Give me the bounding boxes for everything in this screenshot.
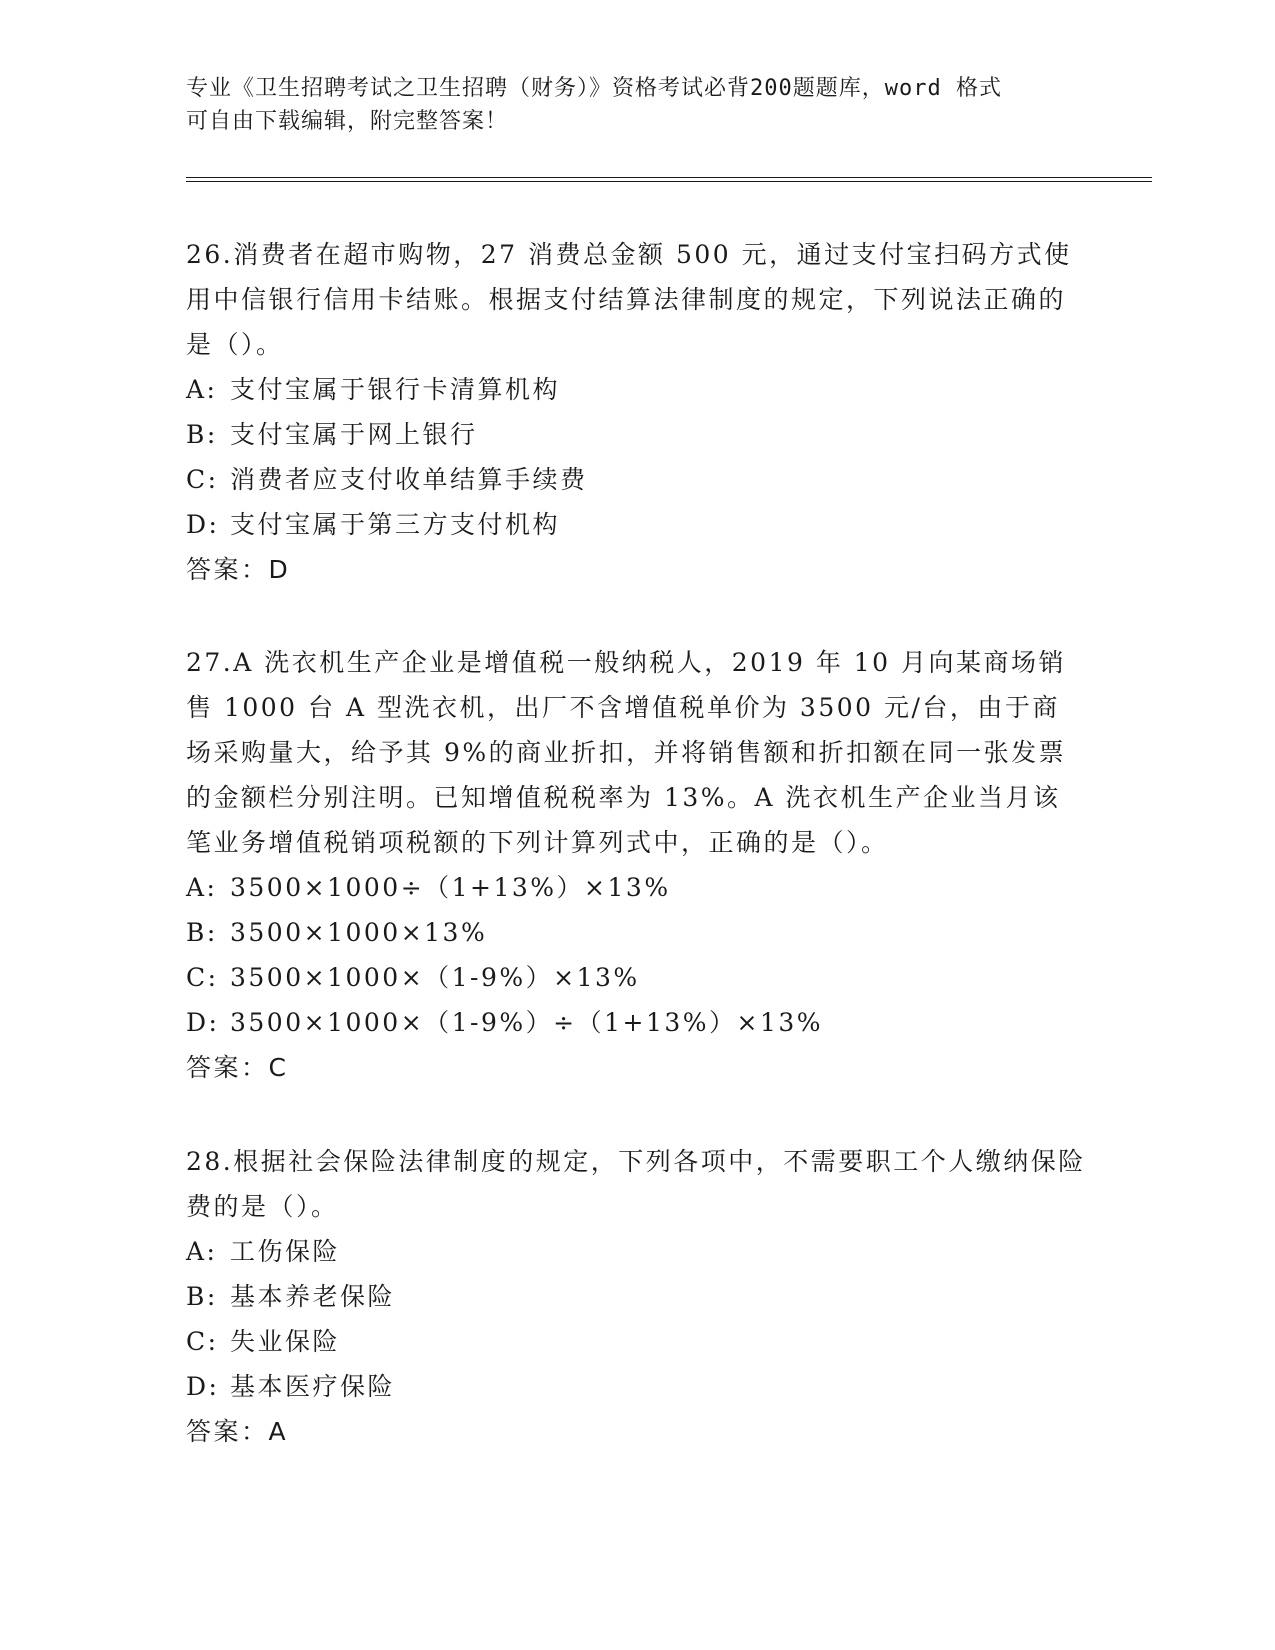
option-key: A:: [186, 1237, 218, 1266]
question-stem: 28.根据社会保险法律制度的规定，下列各项中，不需要职工个人缴纳保险费的是（）。: [186, 1147, 1086, 1221]
option-c: [186, 457, 1086, 502]
question-stem: 26.消费者在超市购物，27 消费总金额 500 元，通过支付宝扫码方式使用中信银行信用卡结账。根据支付结算法律制度的规定，下列说法正确的是（）。: [186, 240, 1072, 359]
option-text: 消费者应支付收单结算手续费: [230, 465, 588, 494]
option-a: [186, 865, 1086, 910]
option-key: D:: [186, 1008, 220, 1037]
question-27: [186, 640, 1086, 1090]
option-a: [186, 367, 1086, 412]
question-26: [186, 232, 1086, 592]
option-c: [186, 1319, 1086, 1364]
option-text: 支付宝属于第三方支付机构: [230, 510, 561, 539]
option-d: [186, 1000, 1086, 1045]
option-key: C:: [186, 963, 219, 992]
option-list: [186, 367, 1086, 547]
option-b: [186, 1274, 1086, 1319]
option-text: 基本医疗保险: [230, 1372, 396, 1401]
option-text: 3500×1000×（1-9%）÷（1+13%）×13%: [230, 1008, 824, 1037]
option-text: 3500×1000÷（1+13%）×13%: [230, 873, 671, 902]
document-header: [186, 72, 1066, 138]
option-key: A:: [186, 375, 218, 404]
question-stem: 27.A 洗衣机生产企业是增值税一般纳税人，2019 年 10 月向某商场销售 1000 台 A 型洗衣机，出厂不含增值税单价为 3500 元/台，由于商场采购量大，给予其 9%的商业折扣，并将销售额和折扣额在同一张发票的金额栏分别注明。已知增值税税率为 13%。A 洗衣机生产企业当月该笔业务增值税销项税额的下列计算列式中，正确的是（）。: [186, 648, 1067, 857]
option-text: 工伤保险: [230, 1237, 341, 1266]
option-text: 3500×1000×（1-9%）×13%: [230, 963, 640, 992]
option-text: 基本养老保险: [230, 1282, 396, 1311]
option-a: [186, 1229, 1086, 1274]
question-28: [186, 1139, 1086, 1454]
option-text: 支付宝属于网上银行: [230, 420, 478, 449]
option-key: C:: [186, 465, 219, 494]
option-text: 失业保险: [230, 1327, 341, 1356]
option-key: D:: [186, 1372, 220, 1401]
option-text: 3500×1000×13%: [230, 918, 488, 947]
answer-line: 答案：A: [186, 1417, 289, 1446]
option-list: [186, 1229, 1086, 1409]
option-key: C:: [186, 1327, 219, 1356]
option-list: [186, 865, 1086, 1045]
option-key: B:: [186, 918, 218, 947]
option-key: B:: [186, 420, 218, 449]
option-d: [186, 502, 1086, 547]
answer-line: 答案：C: [186, 1053, 289, 1082]
header-line-2: 可自由下载编辑，附完整答案！: [186, 109, 509, 134]
header-line-1: 专业《卫生招聘考试之卫生招聘（财务）》资格考试必背200题题库，word 格式: [186, 76, 1002, 101]
option-key: A:: [186, 873, 218, 902]
option-d: [186, 1364, 1086, 1409]
header-divider: [186, 177, 1152, 182]
option-b: [186, 412, 1086, 457]
option-b: [186, 910, 1086, 955]
option-c: [186, 955, 1086, 1000]
option-key: B:: [186, 1282, 218, 1311]
option-text: 支付宝属于银行卡清算机构: [230, 375, 561, 404]
answer-line: 答案：D: [186, 555, 291, 584]
option-key: D:: [186, 510, 220, 539]
